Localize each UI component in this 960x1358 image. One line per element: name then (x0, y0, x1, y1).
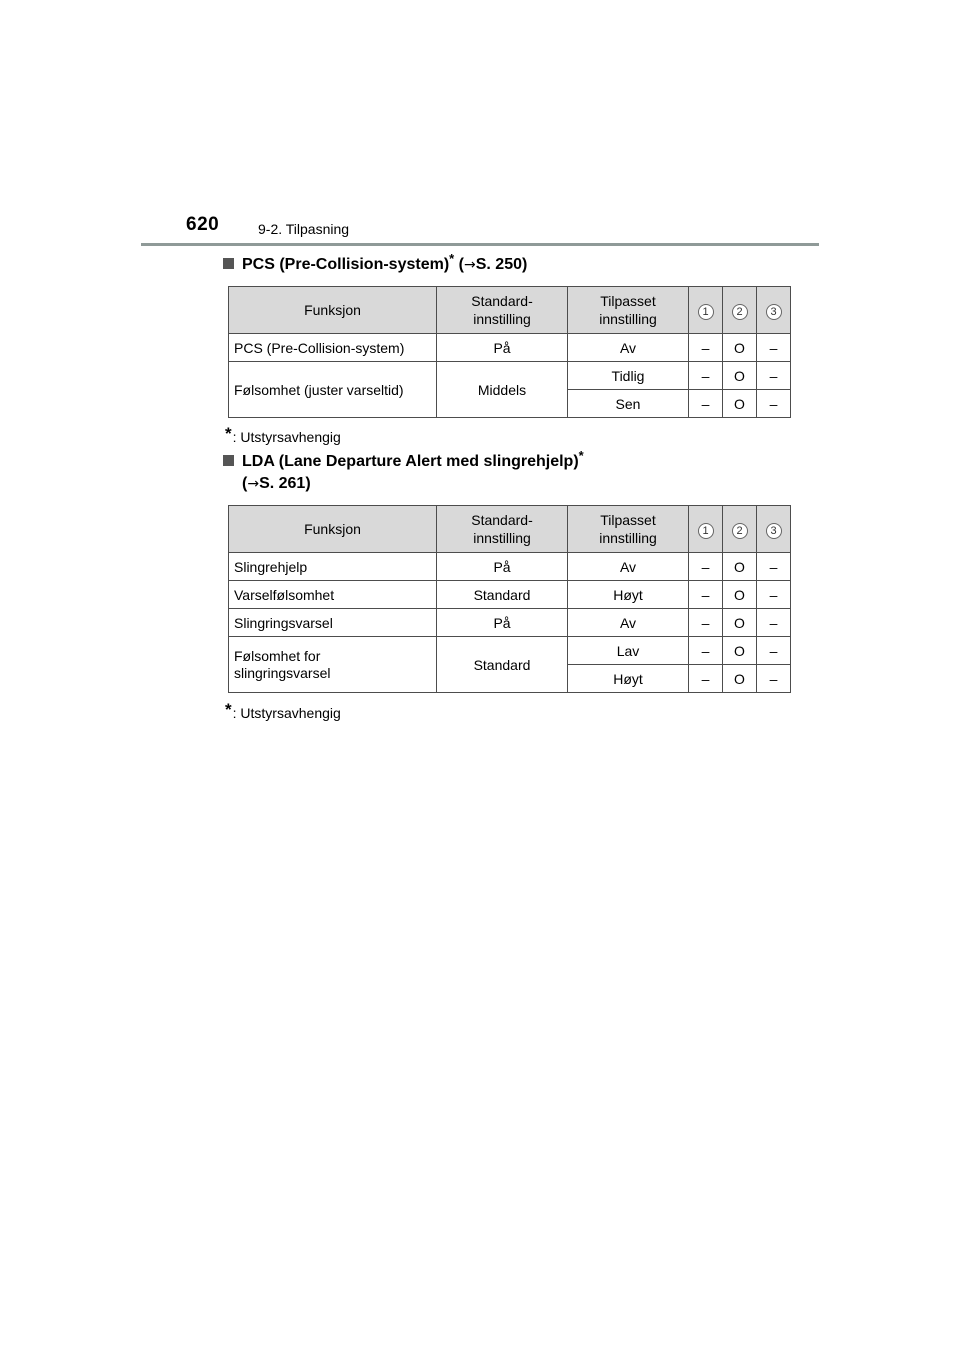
lda-settings-table (228, 505, 791, 693)
table-row (229, 581, 791, 609)
asterisk: * (578, 448, 584, 463)
footnote-lda (225, 700, 341, 721)
cell-mode-2: O (723, 334, 757, 362)
cell-mode-3: – (757, 609, 791, 637)
table-row (229, 362, 791, 390)
cell-mode-2: O (723, 553, 757, 581)
cell-mode-1: – (689, 362, 723, 390)
section-heading-pcs (223, 251, 528, 276)
cell-mode-1: – (689, 553, 723, 581)
cell-mode-3: – (757, 390, 791, 418)
circled-number-3-icon: 3 (766, 523, 782, 539)
pcs-settings-table (228, 286, 791, 418)
table-row (229, 609, 791, 637)
col-header-custom: Tilpasset innstilling (568, 287, 689, 334)
circled-number-2-icon: 2 (732, 523, 748, 539)
ref-open: ( (458, 256, 464, 273)
col-header-3 (757, 287, 791, 334)
cell-custom: Høyt (568, 665, 689, 693)
circled-number-3-icon: 3 (766, 304, 782, 320)
cell-function: Følsomhet (juster varseltid) (229, 362, 437, 418)
page-reference[interactable]: S. 261) (259, 475, 311, 492)
footnote-text: : Utstyrsavhengig (232, 429, 341, 445)
cell-mode-2: O (723, 637, 757, 665)
heading-text: PCS (Pre-Collision-system) (242, 256, 450, 273)
cell-mode-3: – (757, 553, 791, 581)
table-row (229, 637, 791, 665)
arrow-right-icon: → (464, 257, 476, 273)
cell-mode-2: O (723, 362, 757, 390)
square-bullet-icon (223, 258, 234, 269)
cell-custom: Tidlig (568, 362, 689, 390)
table-row (229, 334, 791, 362)
cell-mode-1: – (689, 334, 723, 362)
cell-default: Middels (437, 362, 568, 418)
cell-custom: Av (568, 609, 689, 637)
cell-mode-3: – (757, 334, 791, 362)
ref-open: ( (242, 475, 248, 492)
asterisk: * (449, 251, 455, 266)
heading-reference-line (223, 473, 584, 495)
cell-mode-1: – (689, 581, 723, 609)
cell-function: Slingringsvarsel (229, 609, 437, 637)
cell-mode-2: O (723, 581, 757, 609)
cell-custom: Sen (568, 390, 689, 418)
chapter-title: 9-2. Tilpasning (258, 221, 350, 237)
footnote-pcs (225, 424, 341, 445)
cell-custom: Av (568, 553, 689, 581)
cell-mode-2: O (723, 609, 757, 637)
cell-default: På (437, 609, 568, 637)
page-number: 620 (186, 214, 220, 235)
cell-mode-3: – (757, 362, 791, 390)
cell-mode-2: O (723, 665, 757, 693)
col-header-function: Funksjon (229, 287, 437, 334)
col-header-default: Standard- innstilling (437, 506, 568, 553)
cell-mode-3: – (757, 665, 791, 693)
circled-number-2-icon: 2 (732, 304, 748, 320)
cell-custom: Lav (568, 637, 689, 665)
table-row (229, 553, 791, 581)
footnote-asterisk: * (225, 424, 232, 443)
cell-default: På (437, 334, 568, 362)
cell-mode-1: – (689, 390, 723, 418)
heading-text: LDA (Lane Departure Alert med slingrehjelp) (242, 453, 579, 470)
cell-mode-2: O (723, 390, 757, 418)
col-header-1 (689, 287, 723, 334)
table-header-row (229, 506, 791, 553)
footnote-asterisk: * (225, 700, 232, 719)
circled-number-1-icon: 1 (698, 304, 714, 320)
cell-function: Slingrehjelp (229, 553, 437, 581)
cell-function: Varselfølsomhet (229, 581, 437, 609)
col-header-2 (723, 506, 757, 553)
col-header-default: Standard- innstilling (437, 287, 568, 334)
header-rule (141, 243, 819, 246)
cell-function: Følsomhet for slingringsvarsel (229, 637, 437, 693)
cell-custom: Av (568, 334, 689, 362)
col-header-3 (757, 506, 791, 553)
col-header-custom: Tilpasset innstilling (568, 506, 689, 553)
cell-mode-3: – (757, 637, 791, 665)
circled-number-1-icon: 1 (698, 523, 714, 539)
col-header-2 (723, 287, 757, 334)
table-header-row (229, 287, 791, 334)
page-reference[interactable]: S. 250) (475, 256, 528, 273)
col-header-function: Funksjon (229, 506, 437, 553)
cell-default: Standard (437, 637, 568, 693)
square-bullet-icon (223, 455, 234, 466)
cell-mode-1: – (689, 665, 723, 693)
footnote-text: : Utstyrsavhengig (232, 705, 341, 721)
cell-mode-3: – (757, 581, 791, 609)
cell-mode-1: – (689, 609, 723, 637)
cell-default: Standard (437, 581, 568, 609)
col-header-1 (689, 506, 723, 553)
cell-default: På (437, 553, 568, 581)
cell-custom: Høyt (568, 581, 689, 609)
cell-function: PCS (Pre-Collision-system) (229, 334, 437, 362)
section-heading-lda (223, 448, 584, 495)
cell-mode-1: – (689, 637, 723, 665)
arrow-right-icon: → (247, 476, 260, 492)
